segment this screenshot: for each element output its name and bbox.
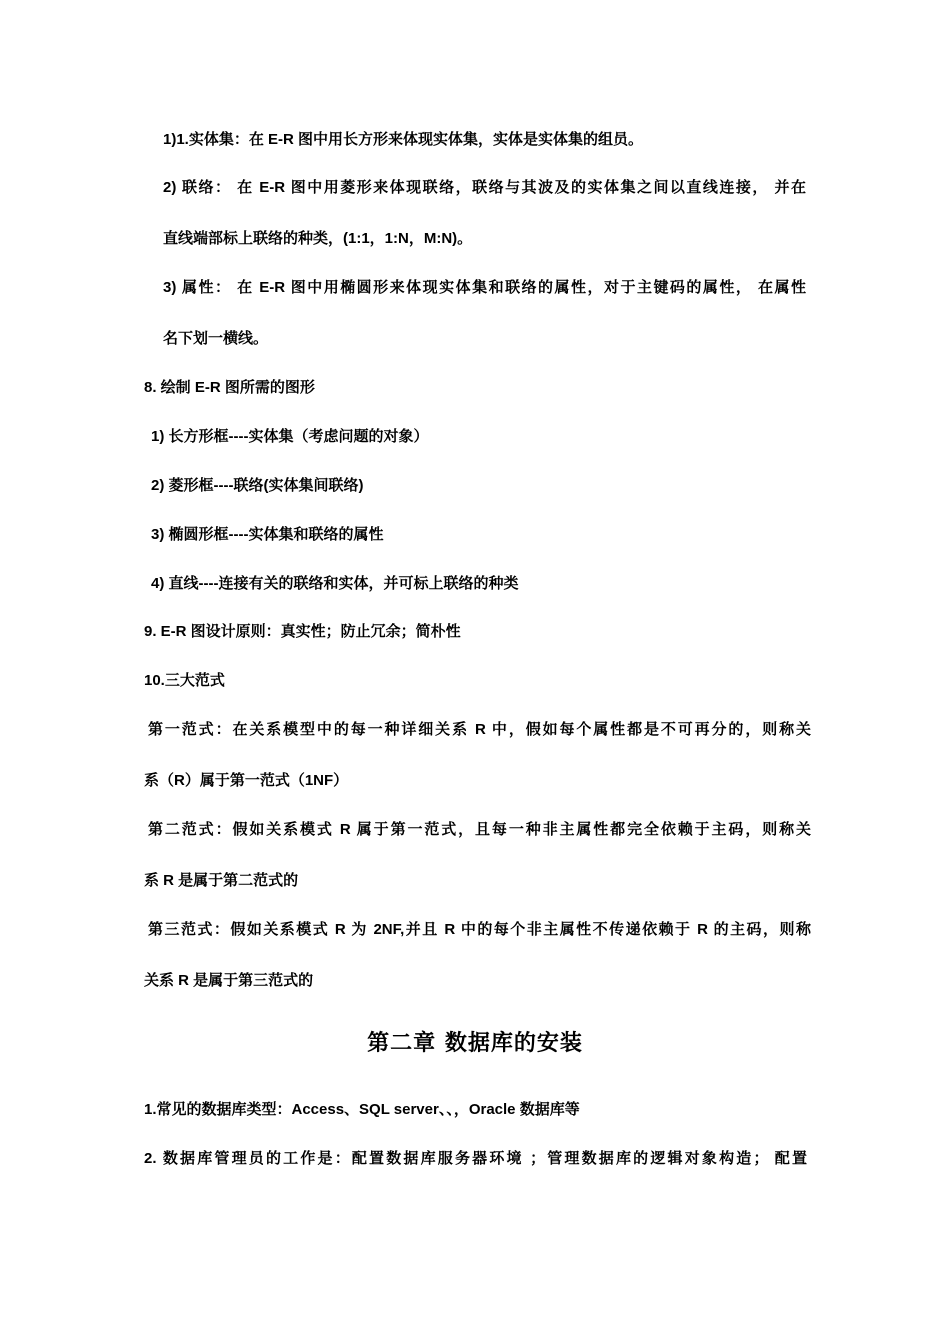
third-normal-form-line-1: 第三范式：假如关系模式 R 为 2NF,并且 R 中的每个非主属性不传递依赖于 R 的主码，则称 <box>148 921 811 938</box>
section-9-design-principles: 9. E-R 图设计原则：真实性；防止冗余；简朴性 <box>144 623 461 640</box>
second-normal-form-line-1: 第二范式：假如关系模式 R 属于第一范式，且每一种非主属性都完全依赖于主码，则称关 <box>148 821 811 838</box>
section-8-item-ellipse: 3) 椭圆形框----实体集和联络的属性 <box>151 526 384 543</box>
section-8-item-diamond: 2) 菱形框----联络(实体集间联络) <box>151 477 364 494</box>
entity-set-definition: 1)1.实体集：在 E-R 图中用长方形来体现实体集，实体是实体集的组员。 <box>163 131 644 148</box>
first-normal-form-line-1: 第一范式：在关系模型中的每一种详细关系 R 中，假如每个属性都是不可再分的，则称关 <box>148 721 811 738</box>
relationship-definition-line-1: 2) 联络： 在 E-R 图中用菱形来体现联络，联络与其波及的实体集之间以直线连接， 并在 <box>163 179 806 196</box>
third-normal-form-line-2: 关系 R 是属于第三范式的 <box>144 972 314 989</box>
first-normal-form-line-2: 系（R）属于第一范式（1NF） <box>144 772 349 789</box>
section-8-item-line: 4) 直线----连接有关的联络和实体，并可标上联络的种类 <box>151 575 519 592</box>
chapter-2-item-2: 2. 数据库管理员的工作是：配置数据库服务器环境 ；管理数据库的逻辑对象构造； 配置 <box>144 1150 807 1167</box>
second-normal-form-line-2: 系 R 是属于第二范式的 <box>144 872 299 889</box>
attribute-definition-line-1: 3) 属性： 在 E-R 图中用椭圆形来体现实体集和联络的属性，对于主键码的属性， 在属性 <box>163 279 806 296</box>
chapter-2-item-1: 1.常见的数据库类型：Access、SQL server、、，Oracle 数据库等 <box>144 1101 580 1118</box>
section-8-item-rectangle: 1) 长方形框----实体集（考虑问题的对象） <box>151 428 429 445</box>
relationship-definition-line-2: 直线端部标上联络的种类，(1:1，1:N，M:N)。 <box>163 230 473 247</box>
chapter-2-title: 第二章 数据库的安装 <box>367 1030 583 1056</box>
section-8-heading: 8. 绘制 E-R 图所需的图形 <box>144 379 315 396</box>
section-10-heading: 10.三大范式 <box>144 672 225 689</box>
attribute-definition-line-2: 名下划一横线。 <box>163 330 269 347</box>
